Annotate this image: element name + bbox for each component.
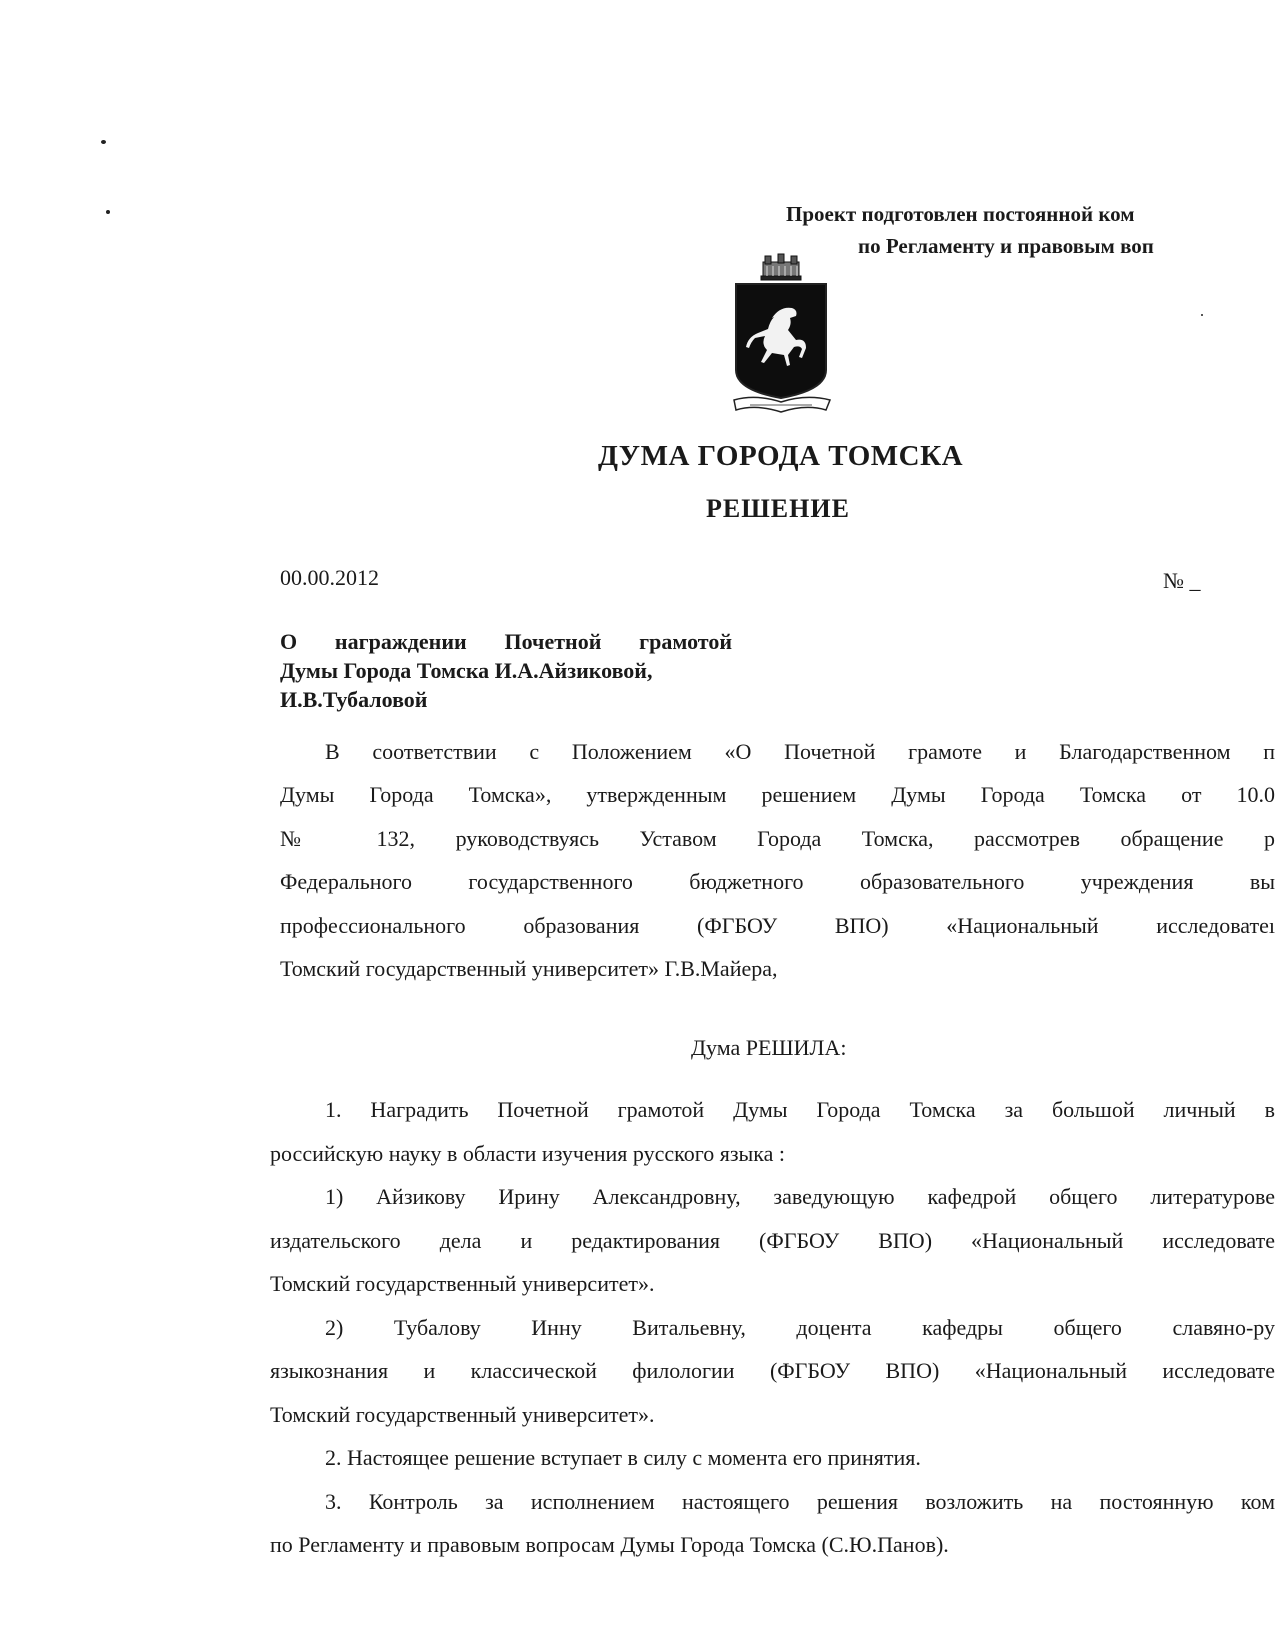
decision-item-line: 1. Наградить Почетной грамотой Думы Города Томска за большой личный в bbox=[325, 1097, 1275, 1122]
decision-item-line: 3. Контроль за исполнением настоящего решения возложить на постоянную ком bbox=[325, 1489, 1275, 1514]
decision-item-line: издательского дела и редактирования (ФГБОУ ВПО) «Национальный исследовате bbox=[270, 1228, 1275, 1253]
preamble-line: Думы Города Томска», утвержденным решением Думы Города Томска от 10.0 bbox=[280, 782, 1275, 807]
coat-of-arms-emblem bbox=[726, 252, 836, 420]
decision-item-line: Томский государственный университет». bbox=[270, 1271, 655, 1296]
preamble-line: профессионального образования (ФГБОУ ВПО) «Национальный исследоватеı bbox=[280, 913, 1275, 938]
subject-line-2: Думы Города Томска И.А.Айзиковой, bbox=[280, 658, 653, 683]
preamble-line: № 132, руководствуясь Уставом Города Томска, рассмотрев обращение р bbox=[280, 826, 1275, 851]
preamble-line: Томский государственный университет» Г.В.Майера, bbox=[280, 956, 778, 981]
header-note-line-1: Проект подготовлен постоянной ком bbox=[786, 202, 1135, 226]
decided-heading: Дума РЕШИЛА: bbox=[691, 1035, 847, 1060]
document-number: № _ bbox=[1163, 568, 1201, 593]
decision-item-line: 1) Айзикову Ирину Александровну, заведующую кафедрой общего литературове bbox=[325, 1184, 1275, 1209]
decision-item-line: 2) Тубалову Инну Витальевну, доцента кафедры общего славяно-ру bbox=[325, 1315, 1275, 1340]
scan-speck bbox=[106, 210, 110, 214]
subject-line-3: И.В.Тубаловой bbox=[280, 687, 428, 712]
decision-item-line: по Регламенту и правовым вопросам Думы Города Томска (С.Ю.Панов). bbox=[270, 1532, 949, 1557]
document-type: РЕШЕНИЕ bbox=[706, 494, 850, 523]
decision-item-line: языкознания и классической филологии (ФГБОУ ВПО) «Национальный исследовате bbox=[270, 1358, 1275, 1383]
scan-speck bbox=[101, 140, 106, 144]
crown-icon bbox=[761, 254, 801, 280]
preamble-line: В соответствии с Положением «О Почетной грамоте и Благодарственном п bbox=[325, 739, 1275, 764]
decision-item-line: российскую науку в области изучения русского языка : bbox=[270, 1141, 786, 1166]
decision-item-line: Томский государственный университет». bbox=[270, 1402, 655, 1427]
document-date: 00.00.2012 bbox=[280, 565, 379, 590]
scan-speck bbox=[1201, 314, 1203, 316]
page-title: ДУМА ГОРОДА ТОМСКА bbox=[598, 440, 964, 472]
header-note-line-2: по Регламенту и правовым воп bbox=[858, 234, 1154, 258]
subject-line-1: О награждении Почетной грамотой bbox=[280, 629, 732, 654]
decision-item-line: 2. Настоящее решение вступает в силу с момента его принятия. bbox=[325, 1445, 921, 1470]
preamble-line: Федерального государственного бюджетного образовательного учреждения вы bbox=[280, 869, 1275, 894]
